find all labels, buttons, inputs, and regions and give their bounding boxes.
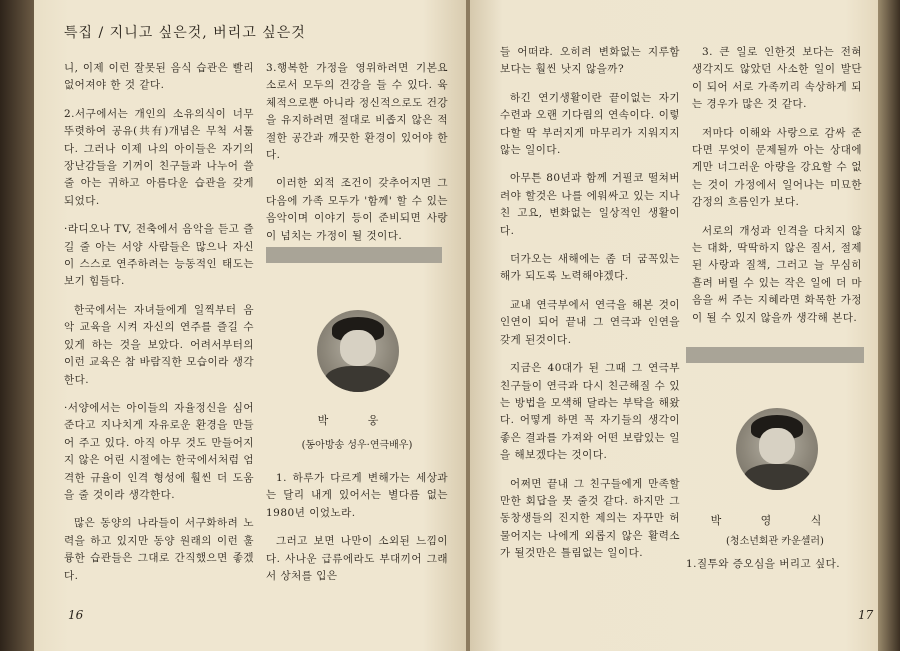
paragraph: 1. 하루가 다르게 변해가는 세상과는 달리 내게 있어서는 별다름 없는 1980년 이었노라. (266, 472, 448, 519)
paragraph: 한국에서는 자녀들에게 일찍부터 음악 교육을 시켜 자신의 연주를 즐길 수 있게 하는 것을 보았다. 어려서부터의 이런 교육은 참 바람직한 모습이라 생각한다. (64, 303, 254, 386)
paragraph: 3.행복한 가정을 영위하려면 기본요소로서 모두의 건강을 들 수 있다. 육체적으로뿐 아니라 정신적으로도 건강을 유지하려면 절대로 비좁지 않은 적절한 공간과 깨끗한 환경이 있어야 한다. (266, 62, 448, 162)
right-page (470, 0, 878, 651)
section-header: 특집 / 지니고 싶은것, 버리고 싶은것 (64, 25, 306, 41)
paragraph: 들 어떠랴. 오히려 변화없는 지루함 보다는 훨씬 낫지 않을까? (500, 46, 680, 76)
paragraph: 더가오는 새해에는 좀 더 굼꼭있는 해가 되도록 노력해야겠다. (500, 253, 680, 283)
left-column-1 (64, 60, 254, 596)
profile-name: 박 웅 (317, 414, 397, 427)
paragraph: 1.질투와 증오심을 버리고 싶다. (686, 558, 841, 570)
paragraph: 지금은 40대가 된 그때 그 연극부 친구들이 연극과 다시 친근해질 수 있는 방법을 모색해 달라는 부탁을 해왔다. 어떻게 하면 꼭 자기들의 생각이 좋은 결과를 가져와 어떤 보람있는 일을 해보겠다는 것이다. (500, 362, 680, 462)
paragraph: 서로의 개성과 인격을 다치지 않는 대화, 딱딱하지 않은 질서, 절제된 사랑과 질책, 그러고 늘 무심히 흘려 버릴 수 있는 작은 일에 더 마음을 써 주는 지혜라면 화목한 가정이 될 수 있지 않을까 생각해 본다. (692, 224, 862, 324)
profile-name: 박 영 식 (710, 514, 840, 527)
page-number: 17 (858, 608, 874, 622)
paragraph: 많은 동양의 나라들이 서구화하려 노력을 하고 있지만 동양 원래의 이런 훌륭한 습관들은 그대로 간직했으면 좋겠다. (64, 517, 254, 582)
paragraph: 저마다 이해와 사랑으로 감싸 준다면 무엇이 문제될까 아는 상대에게만 너그러운 아량을 강요할 수 없는 것이 가정에서 일어나는 미묘한 감정의 흐름인가 보다. (692, 126, 862, 209)
profile-photo (736, 408, 818, 490)
left-page (34, 0, 466, 651)
section-divider-bar (686, 347, 864, 363)
section-divider-bar (266, 247, 442, 263)
paragraph: ·서양에서는 아이들의 자율정신을 심어 준다고 지나치게 자유로운 환경을 만들어 주고 있다. 아직 아무 것도 만들어지지 않은 어린 시절에는 한국에서처럼 엄격한 규율이 인격 형성에 훨씬 더 도움을 줄 것이라 생각한다. (64, 401, 254, 501)
paragraph: 교내 연극부에서 연극을 해본 것이 인연이 되어 끝내 그 연극과 인연을 갖게 된것이다. (500, 298, 680, 346)
paragraph: 2.서구에서는 개인의 소유의식이 너무 뚜렷하여 공유(共有)개념은 무척 서툴다. 그러나 이제 나의 아이들은 자기의 장난감들을 기꺼이 친구들과 나누어 쓸 줄 아는 귀하고 아름다운 습관을 갖게 되었다. (64, 107, 254, 207)
right-book-edge (878, 0, 900, 651)
left-column-2-bottom (266, 470, 448, 596)
paragraph: 이러한 외적 조건이 갖추어지면 그 다음에 가족 모두가 '함께' 할 수 있는 음악이며 이야기 등이 준비되면 사랑이 넘치는 가정이 될 것이다. (266, 177, 448, 242)
paragraph: 하긴 연기생활이란 끝이없는 자기수련과 오랜 기다림의 연속이다. 이렇다할 딱 부러지게 마무리가 지워지지 않는 일이다. (500, 91, 680, 157)
profile-role: (청소년회관 카운셀러) (726, 536, 824, 547)
paragraph: 그러고 보면 나만이 소외된 느낌이다. 사나운 급류에라도 부대끼어 그래서 상처를 입은 (266, 535, 448, 583)
paragraph: 아무튼 80년과 함께 거필코 떨쳐버려야 할것은 나를 에워싸고 있는 지나친 고요, 변화없는 일상적인 생활이다. (500, 172, 680, 237)
profile-photo (317, 310, 399, 392)
page-number: 16 (68, 608, 84, 622)
right-column-2-top (692, 44, 862, 338)
right-column-1 (500, 44, 680, 574)
profile-role: (동아방송 성우·연극배우) (301, 440, 413, 451)
right-column-2-bottom (686, 556, 864, 584)
paragraph: 어쩌면 끝내 그 친구들에게 만족할만한 회답을 못 줄것 같다. 하지만 그 동창생들의 진지한 제의는 자꾸만 허물어지는 나에게 외롭지 않은 활력소가 될것만은 틀림없는 일이다. (500, 477, 680, 560)
paragraph: ·라디오나 TV, 전축에서 음악을 듣고 즐길 줄 아는 서양 사람들은 많으나 자신이 스스로 연주하려는 능동적인 태도는 보기 힘들다. (64, 223, 254, 288)
left-book-edge (0, 0, 34, 651)
paragraph: 니, 이제 이런 잘못된 음식 습관은 빨리 없어져야 한 것 같다. (64, 62, 254, 92)
paragraph: 3. 큰 일로 인한것 보다는 전혀 생각지도 않았던 사소한 일이 발단이 되어 서로 가족끼리 속상하게 되는 경우가 많은 것 같다. (692, 46, 862, 111)
left-column-2-top (266, 60, 448, 256)
